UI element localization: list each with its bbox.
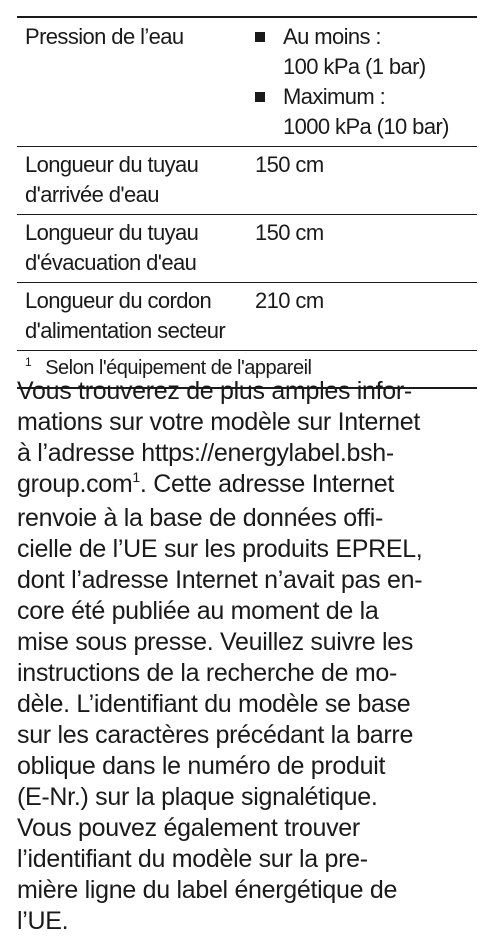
bullet-line: Au moins : (283, 24, 381, 49)
bullet-line: 1000 kPa (10 bar) (283, 114, 449, 139)
bullet-line: Maximum : (283, 84, 386, 109)
paragraph-line: instructions de la recherche de mo- (17, 659, 397, 687)
table-row-power-cord (17, 283, 477, 351)
square-bullet-icon (255, 82, 283, 142)
paragraph-line: renvoie à la base de données offi- (17, 504, 383, 532)
bullet-item-maximum (255, 82, 477, 142)
paragraph-line: mise sous presse. Veuillez suivre les (17, 628, 414, 656)
bullet-item-minimum (255, 22, 477, 82)
paragraph-line: l’identifiant du modèle sur la pre- (17, 845, 368, 873)
footnote-marker: 1 (25, 355, 32, 369)
paragraph-line: core été publiée au moment de la (17, 597, 379, 625)
specifications-table (17, 16, 477, 389)
footnote-text: Selon l'équipement de l'appareil (45, 357, 312, 379)
label-line: d'arrivée d'eau (25, 182, 159, 207)
bullet-line: 100 kPa (1 bar) (283, 54, 426, 79)
footnote-reference: 1 (132, 469, 140, 485)
paragraph-line: (E-Nr.) sur la plaque signalétique. (17, 783, 378, 811)
label-line: d'évacuation d'eau (25, 250, 197, 275)
table-row-drain-hose (17, 215, 477, 283)
row-label (17, 286, 249, 346)
label-line: Longueur du tuyau (25, 152, 199, 177)
table-row-water-pressure (17, 18, 477, 147)
paragraph-line-with-footnote (17, 469, 487, 503)
paragraph-line: l’UE. (17, 907, 69, 935)
paragraph-line: oblique dans le numéro de produit (17, 752, 386, 780)
info-paragraph (17, 376, 487, 937)
table-row-inlet-hose (17, 147, 477, 215)
paragraph-line: sur les caractères précédant la barre (17, 721, 414, 749)
paragraph-line: dont l’adresse Internet n’avait pas en- (17, 566, 423, 594)
row-label (17, 150, 249, 210)
paragraph-line: à l’adresse https://energylabel.bsh- (17, 439, 394, 467)
sentence-continuation: . Cette adresse Internet (139, 470, 394, 498)
url-continuation: group.com (17, 470, 133, 498)
label-line: d'alimentation secteur (25, 318, 226, 343)
label-line: Longueur du cordon (25, 288, 212, 313)
paragraph-line: Vous pouvez également trouver (17, 814, 360, 842)
paragraph-line: mations sur votre modèle sur Internet (17, 408, 420, 436)
paragraph-line: Vous trouverez de plus amples infor- (17, 377, 412, 405)
paragraph-line: mière ligne du label énergétique de (17, 876, 398, 904)
label-line: Pression de l’eau (25, 24, 184, 49)
square-bullet-icon (255, 22, 283, 82)
row-label (17, 22, 249, 142)
label-line: Longueur du tuyau (25, 220, 199, 245)
row-value: 150 cm (255, 220, 324, 245)
paragraph-line: cielle de l’UE sur les produits EPREL, (17, 535, 423, 563)
row-label (17, 218, 249, 278)
row-value: 150 cm (255, 152, 324, 177)
row-value (249, 22, 477, 142)
paragraph-line: dèle. L’identifiant du modèle se base (17, 690, 411, 718)
row-value: 210 cm (255, 288, 324, 313)
